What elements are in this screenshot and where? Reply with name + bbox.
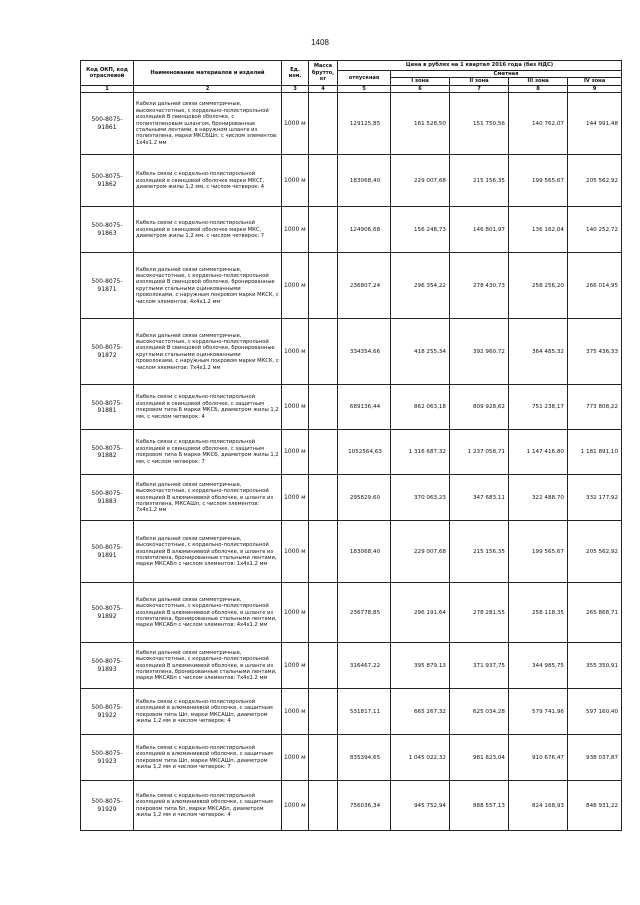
row-zone-1-price: 862 063,18 (391, 385, 450, 430)
table-row (81, 475, 622, 521)
row-unit: 1000 м (282, 430, 309, 475)
row-unit: 1000 м (282, 207, 309, 253)
row-release-price: 236778,85 (338, 583, 391, 643)
row-name: Кабель связи с кордельно-полистирольной изоляцией в алюминиевой оболочке, с защитным покровом типа Шп, марки МКСАШп, диаметром жилы 1,2 мм и числом четверок: 4 (134, 689, 282, 735)
row-zone-1-price: 156 248,73 (391, 207, 450, 253)
table-row (81, 93, 622, 155)
row-release-price: 236807,24 (338, 253, 391, 319)
row-zone-4-price: 773 808,22 (568, 385, 622, 430)
row-release-price: 295829,60 (338, 475, 391, 521)
row-unit: 1000 м (282, 689, 309, 735)
header-zone-1: I зона (391, 78, 450, 85)
row-name: Кабель связи с кордельно-полистирольной изоляцией в алюминиевой оболочке, с защитным покровом типа Бп, марки МКСАБп, диаметром жилы 1,2 мм и числом четверок: 4 (134, 781, 282, 831)
row-name: Кабели дальней связи симметричные, высокочастотные, с кордельно-полистирольной изоляцией В алюминиевой оболочке, в шланге из полиэтилена, МКСАШп, с числом элементов: 7x4x1.2 мм (134, 475, 282, 521)
row-code: 500-8075-91892 (81, 583, 134, 643)
row-unit: 1000 м (282, 155, 309, 207)
row-zone-3-price: 136 162,04 (509, 207, 568, 253)
row-name: Кабель связи с кордельно-полистирольной изоляцией в свинцовой оболочке марки МКСГ, диаметром жилы 1,2 мм, с числом четверок: 4 (134, 155, 282, 207)
row-code: 500-8075-91883 (81, 475, 134, 521)
table-row (81, 253, 622, 319)
row-zone-2-price: 888 557,13 (450, 781, 509, 831)
table-row (81, 385, 622, 430)
row-mass (309, 583, 338, 643)
row-mass (309, 319, 338, 385)
row-zone-4-price: 140 252,72 (568, 207, 622, 253)
row-zone-1-price: 395 879,13 (391, 643, 450, 689)
column-number: 1 (81, 85, 134, 92)
row-name: Кабели дальней связи симметричные, высокочастотные, с кордельно-полистирольной изоляцией В свинцовой оболочке, бронированные круглыми стальными оцинкованными проволоками, с наружным покровом марки МКСК, с числом элементов: 7x4x1.2 мм (134, 319, 282, 385)
row-name: Кабели дальней связи симметричные, высокочастотные, с кордельно-полистирольной изоляцией В алюминиевой оболочке, в шланге из полиэтилена, бронированные стальными лентами, марки МКСАБп с числом элементов: 1x4x1.2 мм (134, 521, 282, 583)
table-row (81, 155, 622, 207)
column-number: 3 (282, 85, 309, 92)
row-zone-4-price: 144 991,48 (568, 93, 622, 155)
row-zone-2-price: 809 928,62 (450, 385, 509, 430)
header-zone-3: III зона (509, 78, 568, 85)
header-zone-4: IV зона (568, 78, 622, 85)
row-zone-1-price: 229 007,68 (391, 155, 450, 207)
row-release-price: 835394,65 (338, 735, 391, 781)
row-name: Кабели дальней связи симметричные, высокочастотные, с кордельно-полистирольной изоляцией В алюминиевой оболочке, в шланге из полиэтилена, бронированные стальными лентами, марки МКСАБп с числом элементов: 4x4x1.2 мм (134, 583, 282, 643)
row-zone-2-price: 1 237 058,71 (450, 430, 509, 475)
row-mass (309, 521, 338, 583)
row-mass (309, 781, 338, 831)
row-zone-1-price: 161 528,50 (391, 93, 450, 155)
row-zone-3-price: 364 485,32 (509, 319, 568, 385)
row-zone-3-price: 751 238,17 (509, 385, 568, 430)
row-zone-1-price: 296 354,22 (391, 253, 450, 319)
row-zone-2-price: 215 156,35 (450, 521, 509, 583)
table-row (81, 735, 622, 781)
row-code: 500-8075-91922 (81, 689, 134, 735)
row-zone-3-price: 199 565,67 (509, 521, 568, 583)
row-zone-2-price: 151 750,56 (450, 93, 509, 155)
row-mass (309, 689, 338, 735)
row-zone-2-price: 392 960,72 (450, 319, 509, 385)
row-code: 500-8075-91929 (81, 781, 134, 831)
header-price-group: Цена в рублях на 1 квартал 2016 года (без НДС) (338, 61, 622, 71)
row-mass (309, 385, 338, 430)
row-mass (309, 253, 338, 319)
table-row (81, 643, 622, 689)
row-release-price: 316467,22 (338, 643, 391, 689)
row-code: 500-8075-91862 (81, 155, 134, 207)
row-zone-2-price: 371 937,75 (450, 643, 509, 689)
row-mass (309, 475, 338, 521)
row-unit: 1000 м (282, 521, 309, 583)
header-unit: Ед. изм. (282, 61, 309, 86)
table-row (81, 207, 622, 253)
column-number-row (81, 85, 622, 92)
table-row (81, 521, 622, 583)
row-zone-2-price: 981 823,04 (450, 735, 509, 781)
row-release-price: 531817,11 (338, 689, 391, 735)
row-unit: 1000 м (282, 735, 309, 781)
row-zone-1-price: 1 316 687,32 (391, 430, 450, 475)
row-code: 500-8075-91872 (81, 319, 134, 385)
row-mass (309, 430, 338, 475)
row-zone-2-price: 146 801,97 (450, 207, 509, 253)
row-unit: 1000 м (282, 253, 309, 319)
row-name: Кабель связи с кордельно-полистирольной изоляцией в свинцовой оболочке, с защитным покровом типа Б марки МКСБ, диаметром жилы 1,2 мм, с числом четверок: 7 (134, 430, 282, 475)
row-code: 500-8075-91863 (81, 207, 134, 253)
row-mass (309, 643, 338, 689)
row-zone-3-price: 199 565,67 (509, 155, 568, 207)
header-mass: Масса брутто, кг (309, 61, 338, 86)
row-code: 500-8075-91871 (81, 253, 134, 319)
row-mass (309, 155, 338, 207)
row-zone-4-price: 265 868,71 (568, 583, 622, 643)
row-zone-3-price: 140 762,07 (509, 93, 568, 155)
row-unit: 1000 м (282, 93, 309, 155)
row-zone-1-price: 1 045 022,32 (391, 735, 450, 781)
row-zone-3-price: 258 256,20 (509, 253, 568, 319)
row-name: Кабели дальней связи симметричные, высокочастотные, с кордельно-полистирольной изоляцией В свинцовой оболочке, бронированные круглыми стальными оцинкованными проволоками, с наружным покровом марки МКСК, с числом элементов: 4x4x1.2 мм (134, 253, 282, 319)
row-name: Кабель связи с кордельно-полистирольной изоляцией в свинцовой оболочке, с защитным покровом типа Б марки МКСБ, диаметром жилы 1,2 мм, с числом четверок: 4 (134, 385, 282, 430)
row-release-price: 334354,66 (338, 319, 391, 385)
row-mass (309, 207, 338, 253)
row-zone-4-price: 375 436,33 (568, 319, 622, 385)
price-table (80, 60, 622, 831)
header-estimate: Сметная (391, 71, 622, 78)
row-mass (309, 735, 338, 781)
row-name: Кабель связи с кордельно-полистирольной изоляцией в свинцовой оболочке марки МКС, диаметром жилы 1,2 мм, с числом четверок: 7 (134, 207, 282, 253)
row-name: Кабели дальней связи симметричные, высокочастотные, с кордельно-полистирольной изоляцией В свинцовой оболочке, с полиэтиленовым шлангом, бронированные стальными лентами, в наружном шланге из полиэтилена, марки МКСБШп, с числом элементов: 1x4x1.2 мм (134, 93, 282, 155)
row-zone-3-price: 579 741,96 (509, 689, 568, 735)
row-zone-1-price: 296 191,64 (391, 583, 450, 643)
row-zone-3-price: 258 118,35 (509, 583, 568, 643)
column-number: 9 (568, 85, 622, 92)
row-zone-1-price: 229 007,68 (391, 521, 450, 583)
table-row (81, 781, 622, 831)
header-code: Код ОКП, код отраслевой (81, 61, 134, 86)
row-zone-4-price: 597 160,40 (568, 689, 622, 735)
header-name: Наименование материалов и изделий (134, 61, 282, 86)
row-release-price: 129125,85 (338, 93, 391, 155)
row-release-price: 183068,40 (338, 155, 391, 207)
row-zone-4-price: 205 562,92 (568, 521, 622, 583)
row-zone-1-price: 665 267,32 (391, 689, 450, 735)
header-zone-2: II зона (450, 78, 509, 85)
row-zone-3-price: 344 985,75 (509, 643, 568, 689)
row-unit: 1000 м (282, 643, 309, 689)
row-zone-2-price: 278 281,55 (450, 583, 509, 643)
row-unit: 1000 м (282, 385, 309, 430)
column-number: 5 (338, 85, 391, 92)
column-number: 2 (134, 85, 282, 92)
column-number: 7 (450, 85, 509, 92)
row-zone-3-price: 910 676,47 (509, 735, 568, 781)
row-name: Кабели дальней связи симметричные, высокочастотные, с кордельно-полистирольной изоляцией В алюминиевой оболочке, в шланге из полиэтилена, бронированные стальными лентами, марки МКСАБп с числом элементов: 7x4x1.2 мм (134, 643, 282, 689)
table-row (81, 319, 622, 385)
row-zone-1-price: 418 255,34 (391, 319, 450, 385)
row-code: 500-8075-91891 (81, 521, 134, 583)
row-release-price: 124906,68 (338, 207, 391, 253)
row-zone-3-price: 824 168,93 (509, 781, 568, 831)
row-zone-1-price: 945 752,94 (391, 781, 450, 831)
row-unit: 1000 м (282, 319, 309, 385)
column-number: 6 (391, 85, 450, 92)
row-zone-3-price: 1 147 416,80 (509, 430, 568, 475)
table-row (81, 689, 622, 735)
row-release-price: 183068,40 (338, 521, 391, 583)
row-zone-2-price: 347 683,11 (450, 475, 509, 521)
row-unit: 1000 м (282, 475, 309, 521)
row-unit: 1000 м (282, 781, 309, 831)
row-zone-4-price: 332 177,92 (568, 475, 622, 521)
row-name: Кабель связи с кордельно-полистирольной изоляцией в алюминиевой оболочке, с защитным покровом типа Шп, марки МКСАШп, диаметром жилы 1,2 мм и числом четверок: 7 (134, 735, 282, 781)
column-number: 8 (509, 85, 568, 92)
column-number: 4 (309, 85, 338, 92)
row-zone-4-price: 938 037,87 (568, 735, 622, 781)
row-unit: 1000 м (282, 583, 309, 643)
row-release-price: 756036,34 (338, 781, 391, 831)
row-release-price: 1052564,63 (338, 430, 391, 475)
table-row (81, 583, 622, 643)
row-mass (309, 93, 338, 155)
row-zone-4-price: 205 562,92 (568, 155, 622, 207)
header-release: отпускная (338, 71, 391, 86)
row-code: 500-8075-91881 (81, 385, 134, 430)
row-code: 500-8075-91893 (81, 643, 134, 689)
row-zone-4-price: 355 350,91 (568, 643, 622, 689)
row-code: 500-8075-91923 (81, 735, 134, 781)
row-release-price: 689136,44 (338, 385, 391, 430)
row-zone-1-price: 370 063,23 (391, 475, 450, 521)
row-zone-2-price: 625 034,28 (450, 689, 509, 735)
row-code: 500-8075-91861 (81, 93, 134, 155)
table-row (81, 430, 622, 475)
row-zone-2-price: 278 430,73 (450, 253, 509, 319)
row-zone-4-price: 266 014,95 (568, 253, 622, 319)
row-zone-3-price: 322 488,70 (509, 475, 568, 521)
page-number: 1408 (311, 38, 329, 47)
row-zone-4-price: 848 931,22 (568, 781, 622, 831)
row-code: 500-8075-91882 (81, 430, 134, 475)
row-zone-2-price: 215 156,35 (450, 155, 509, 207)
row-zone-4-price: 1 181 891,10 (568, 430, 622, 475)
